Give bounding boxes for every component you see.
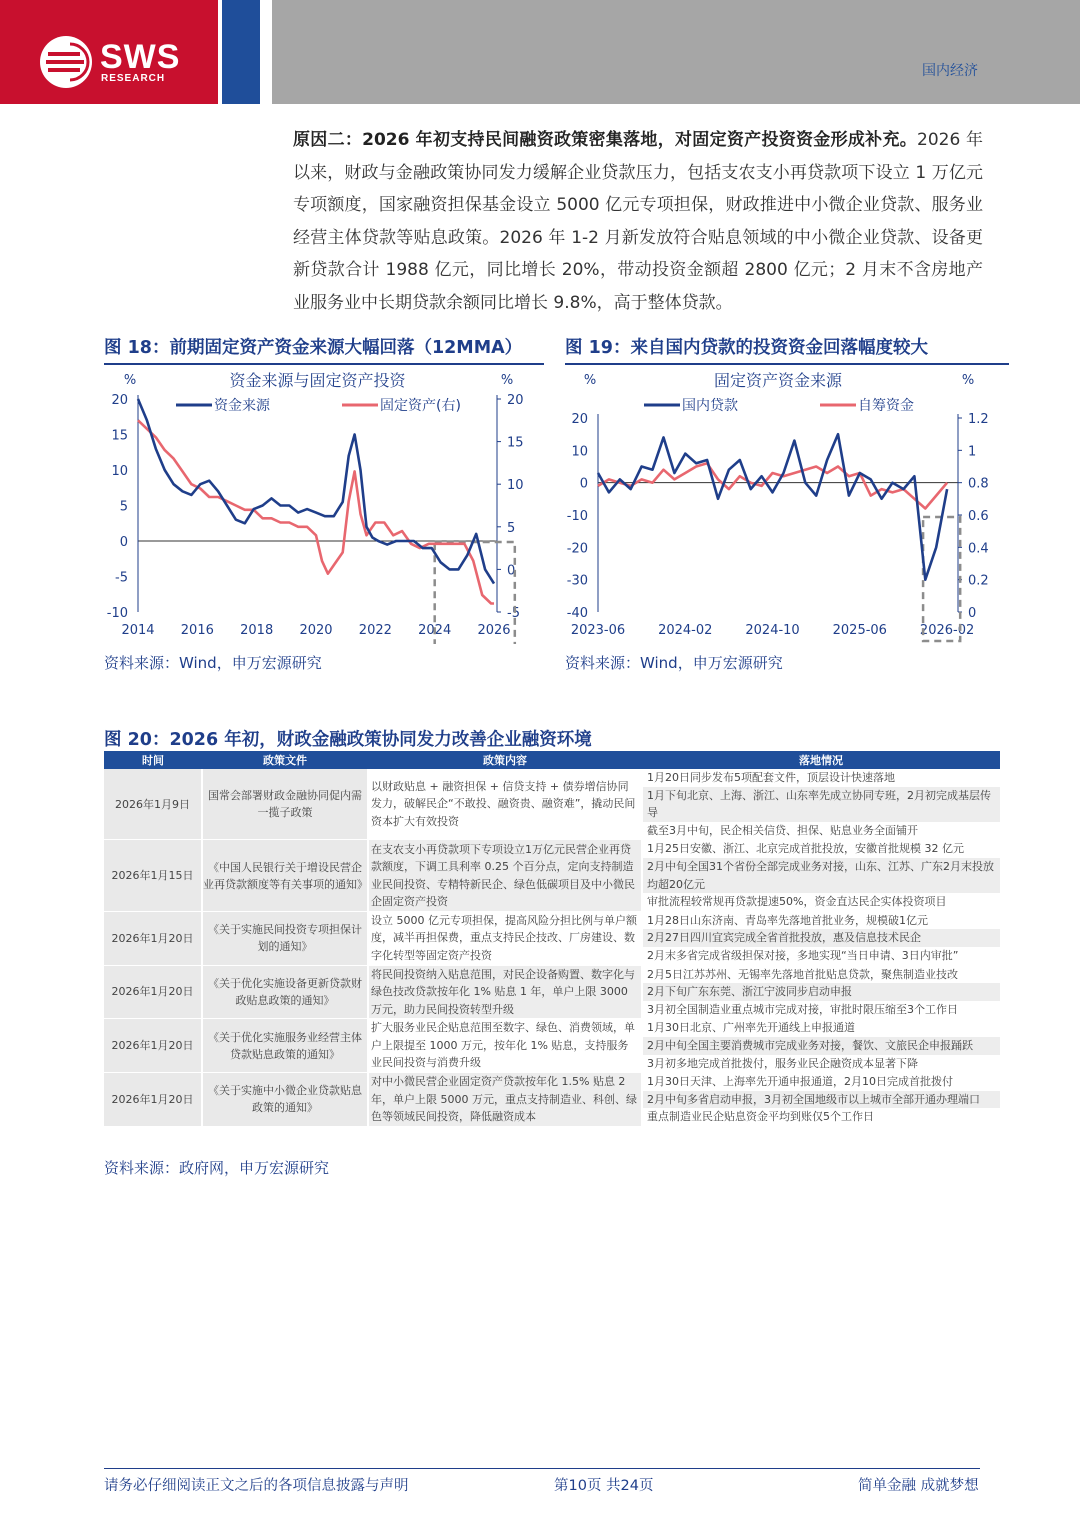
row-file: 《关于优化实施设备更新贷款财政贴息政策的通知》: [202, 965, 368, 1019]
fig18-chart: [100, 362, 550, 644]
right-tick-label: 0: [968, 606, 977, 621]
table-header-row: [104, 751, 1000, 769]
right-tick-label: 0.6: [968, 509, 989, 524]
row-file: 《关于实施中小微企业贷款贴息政策的通知》: [202, 1073, 368, 1127]
landing-item: 3月初全国制造业重点城市完成对接，审批时限压缩至3个工作日: [647, 1002, 958, 1016]
row-content: 以财政贴息 + 融资担保 + 信贷支持 + 债券增信协同发力，破解民企“不敢投、融资贵、融资难”，撬动民间资本扩大有效投资: [368, 769, 642, 840]
row-landing: [642, 965, 1000, 1019]
fig18-source: 资料来源：Wind，申万宏源研究: [104, 654, 322, 672]
fig20-title: 图 20：2026 年初，财政金融政策协同发力改善企业融资环境: [104, 726, 1000, 756]
fig18-title: 图 18：前期固定资产资金来源大幅回落（12MMA）: [104, 334, 544, 365]
right-tick-label: 0.2: [968, 573, 989, 589]
row-date: 2026年1月20日: [104, 965, 202, 1019]
footer-page-number: 第10页 共24页: [554, 1478, 654, 1494]
x-tick-label: 2014: [121, 623, 155, 638]
left-tick-label: 15: [111, 428, 128, 444]
footer-disclaimer: 请务必仔细阅读正文之后的各项信息披露与声明: [104, 1478, 409, 1494]
left-tick-label: 20: [571, 412, 588, 427]
header-gray-band: [272, 0, 1080, 104]
landing-item: 2月中旬全国主要消费城市完成业务对接，餐饮、文旅民企申报踊跃: [643, 1037, 1000, 1055]
body-paragraph: [293, 124, 983, 320]
row-date: 2026年1月20日: [104, 911, 202, 965]
fig19-source: 资料来源：Wind，申万宏源研究: [565, 654, 783, 672]
table-row: [104, 965, 1000, 1019]
header-category: 国内经济: [922, 63, 978, 79]
x-tick-label: 2024: [418, 623, 452, 638]
landing-item: 2月末多省完成省级担保对接，多地实现“当日申请、3日内审批”: [647, 948, 959, 962]
logo-subtext: RESEARCH: [101, 73, 166, 84]
row-landing: [642, 840, 1000, 911]
row-landing: [642, 911, 1000, 965]
row-file: 国常会部署财政金融协同促内需一揽子政策: [202, 769, 368, 840]
row-landing: [642, 769, 1000, 840]
left-tick-label: -10: [106, 606, 128, 621]
landing-item: 2月5日江苏苏州、无锡率先落地首批贴息贷款，聚焦制造业技改: [647, 967, 958, 981]
row-content: 对中小微民营企业固定资产贷款按年化 1.5% 贴息 2 年，单户上限 5000 万元，重点支持制造业、科创、绿色等领域民间投资，降低融资成本: [368, 1073, 642, 1127]
row-content: 将民间投资纳入贴息范围，对民企设备购置、数字化与绿色技改贷款按年化 1% 贴息 1 年，单户上限 3000 万元，助力民间投资转型升级: [368, 965, 642, 1019]
left-axis-unit: %: [583, 373, 597, 388]
right-axis-unit: %: [961, 373, 975, 388]
header-date: 时间: [104, 751, 202, 769]
x-tick-label: 2024-10: [745, 623, 800, 638]
chart-title: 固定资产资金来源: [713, 371, 843, 390]
table-row: [104, 840, 1000, 911]
left-axis-unit: %: [123, 373, 137, 388]
series-line-国内贷款: [598, 434, 947, 580]
row-content: 设立 5000 亿元专项担保，提高风险分担比例与单户额度，减半再担保费，重点支持民企技改、厂房建设、数字化转型等固定资产投资: [368, 911, 642, 965]
left-tick-label: 0: [579, 476, 588, 492]
right-tick-label: 0.8: [968, 476, 989, 492]
logo-text: SWS: [100, 38, 181, 76]
fig19-title: 图 19：来自国内贷款的投资资金回落幅度较大: [565, 334, 1009, 365]
footer-divider: [104, 1468, 980, 1469]
fig19-chart: [560, 362, 1010, 644]
landing-item: 1月25日安徽、浙江、北京完成首批投放，安徽首批规模 32 亿元: [647, 842, 964, 856]
x-tick-label: 2025-06: [832, 623, 887, 638]
left-tick-label: -10: [566, 509, 588, 524]
legend-label: 固定资产(右): [380, 398, 461, 414]
left-tick-label: -5: [115, 570, 128, 586]
row-date: 2026年1月20日: [104, 1073, 202, 1127]
landing-item: 2月中旬多省启动申报，3月初全国地级市以上城市全部开通办理端口: [643, 1091, 1000, 1109]
x-tick-label: 2016: [180, 623, 214, 638]
row-content: 扩大服务业民企贴息范围至数字、绿色、消费领域，单户上限提至 1000 万元，按年化 1% 贴息，支持服务业民间投资与消费升级: [368, 1019, 642, 1073]
row-date: 2026年1月20日: [104, 1019, 202, 1073]
row-content: 在支农支小再贷款项下专项设立1万亿元民营企业再贷款额度，下调工具利率 0.25 个百分点，定向支持制造业民间投资、专精特新民企、绿色低碳项目及中小微民企固定资产投资: [368, 840, 642, 911]
landing-item: 2月下旬广东东莞、浙江宁波同步启动申报: [643, 983, 1000, 1001]
legend-label: 国内贷款: [682, 398, 738, 414]
landing-item: 3月初多地完成首批拨付，服务业民企融资成本显著下降: [647, 1056, 918, 1070]
header-content: 政策内容: [368, 751, 642, 769]
x-tick-label: 2018: [240, 623, 274, 638]
row-date: 2026年1月15日: [104, 840, 202, 911]
header-landing: 落地情况: [642, 751, 1000, 769]
left-tick-label: 10: [111, 464, 128, 479]
footer-slogan: 简单金融 成就梦想: [858, 1478, 979, 1494]
row-file: 《关于实施民间投资专项担保计划的通知》: [202, 911, 368, 965]
left-tick-label: 0: [119, 535, 128, 550]
paragraph-body: 2026 年以来，财政与金融政策协同发力缓解企业贷款压力，包括支农支小再贷款项下设立 1 万亿元专项额度，国家融资担保基金设立 5000 亿元专项担保，财政推进中小微企业贷款、服务业经营主体贷款等贴息政策。2026 年 1-2 月新发放符合贴息领域的中小微企业贷款、设备更新贷款合计 1988 亿元，同比增长 20%，带动投资金额超 2800 亿元；2 月末不含房地产业服务业中长期贷款余额同比增长 9.8%，高于整体贷款。: [293, 130, 984, 313]
right-tick-label: 0.4: [968, 541, 989, 557]
row-file: 《关于优化实施服务业经营主体贷款贴息政策的通知》: [202, 1019, 368, 1073]
x-tick-label: 2026-02: [919, 623, 975, 638]
landing-item: 1月20日同步发布5项配套文件，顶层设计快速落地: [647, 771, 895, 784]
landing-item: 1月下旬北京、上海、浙江、山东率先成立协同专班，2月初完成基层传导: [643, 787, 1000, 822]
legend-label: 资金来源: [214, 398, 270, 414]
landing-item: 2月中旬全国31个省份全部完成业务对接，山东、江苏、广东2月末投放均超20亿元: [643, 858, 1000, 893]
row-date: 2026年1月9日: [104, 769, 202, 840]
x-tick-label: 2026: [477, 623, 511, 638]
landing-item: 1月30日北京、广州率先开通线上申报通道: [647, 1021, 855, 1035]
table-row: [104, 911, 1000, 965]
legend-label: 自筹资金: [858, 398, 914, 414]
row-landing: [642, 1019, 1000, 1073]
landing-item: 重点制造业民企贴息资金平均到账仅5个工作日: [647, 1110, 874, 1124]
row-landing: [642, 1073, 1000, 1127]
right-tick-label: 0: [507, 563, 516, 579]
landing-item: 1月30日天津、上海率先开通申报通道，2月10日完成首批拨付: [647, 1075, 953, 1089]
table-row: [104, 769, 1000, 840]
x-tick-label: 2024-02: [658, 623, 713, 638]
row-file: 《中国人民银行关于增设民营企业再贷款额度等有关事项的通知》: [202, 840, 368, 911]
landing-item: 1月28日山东济南、青岛率先落地首批业务，规模破1亿元: [647, 913, 928, 927]
x-tick-label: 2020: [299, 623, 333, 638]
landing-item: 2月27日四川宜宾完成全省首批投放，惠及信息技术民企: [643, 929, 1000, 947]
paragraph-lead: 原因二：2026 年初支持民间融资政策密集落地，对固定资产投资资金形成补充。: [293, 130, 918, 150]
right-tick-label: 20: [507, 393, 524, 408]
left-tick-label: -20: [566, 541, 588, 557]
header-blue-stripe: [222, 0, 260, 104]
right-tick-label: 5: [507, 520, 516, 536]
landing-item: 审批流程较常规再贷款提速50%，资金直达民企实体投资项目: [647, 895, 947, 909]
header-file: 政策文件: [202, 751, 368, 769]
right-tick-label: -5: [507, 606, 520, 621]
x-tick-label: 2022: [358, 623, 392, 638]
table-row: [104, 1019, 1000, 1073]
left-tick-label: 20: [111, 393, 128, 408]
right-axis-unit: %: [500, 373, 514, 388]
series-line-资金来源: [138, 399, 494, 584]
right-tick-label: 1: [968, 444, 977, 460]
policy-table: [104, 751, 1000, 1127]
left-tick-label: -30: [566, 573, 588, 589]
fig20-source: 资料来源：政府网，申万宏源研究: [104, 1159, 330, 1177]
right-tick-label: 1.2: [968, 412, 989, 427]
x-tick-label: 2023-06: [570, 623, 626, 638]
landing-item: 截至3月中旬，民企相关信贷、担保、贴息业务全面铺开: [647, 823, 918, 837]
chart-title: 资金来源与固定资产投资: [229, 371, 406, 390]
table-row: [104, 1073, 1000, 1127]
left-tick-label: -40: [566, 606, 588, 621]
right-tick-label: 10: [507, 478, 524, 494]
sws-logo-icon: [40, 36, 92, 88]
left-tick-label: 5: [119, 499, 128, 515]
right-tick-label: 15: [507, 435, 524, 451]
left-tick-label: 10: [571, 444, 588, 460]
